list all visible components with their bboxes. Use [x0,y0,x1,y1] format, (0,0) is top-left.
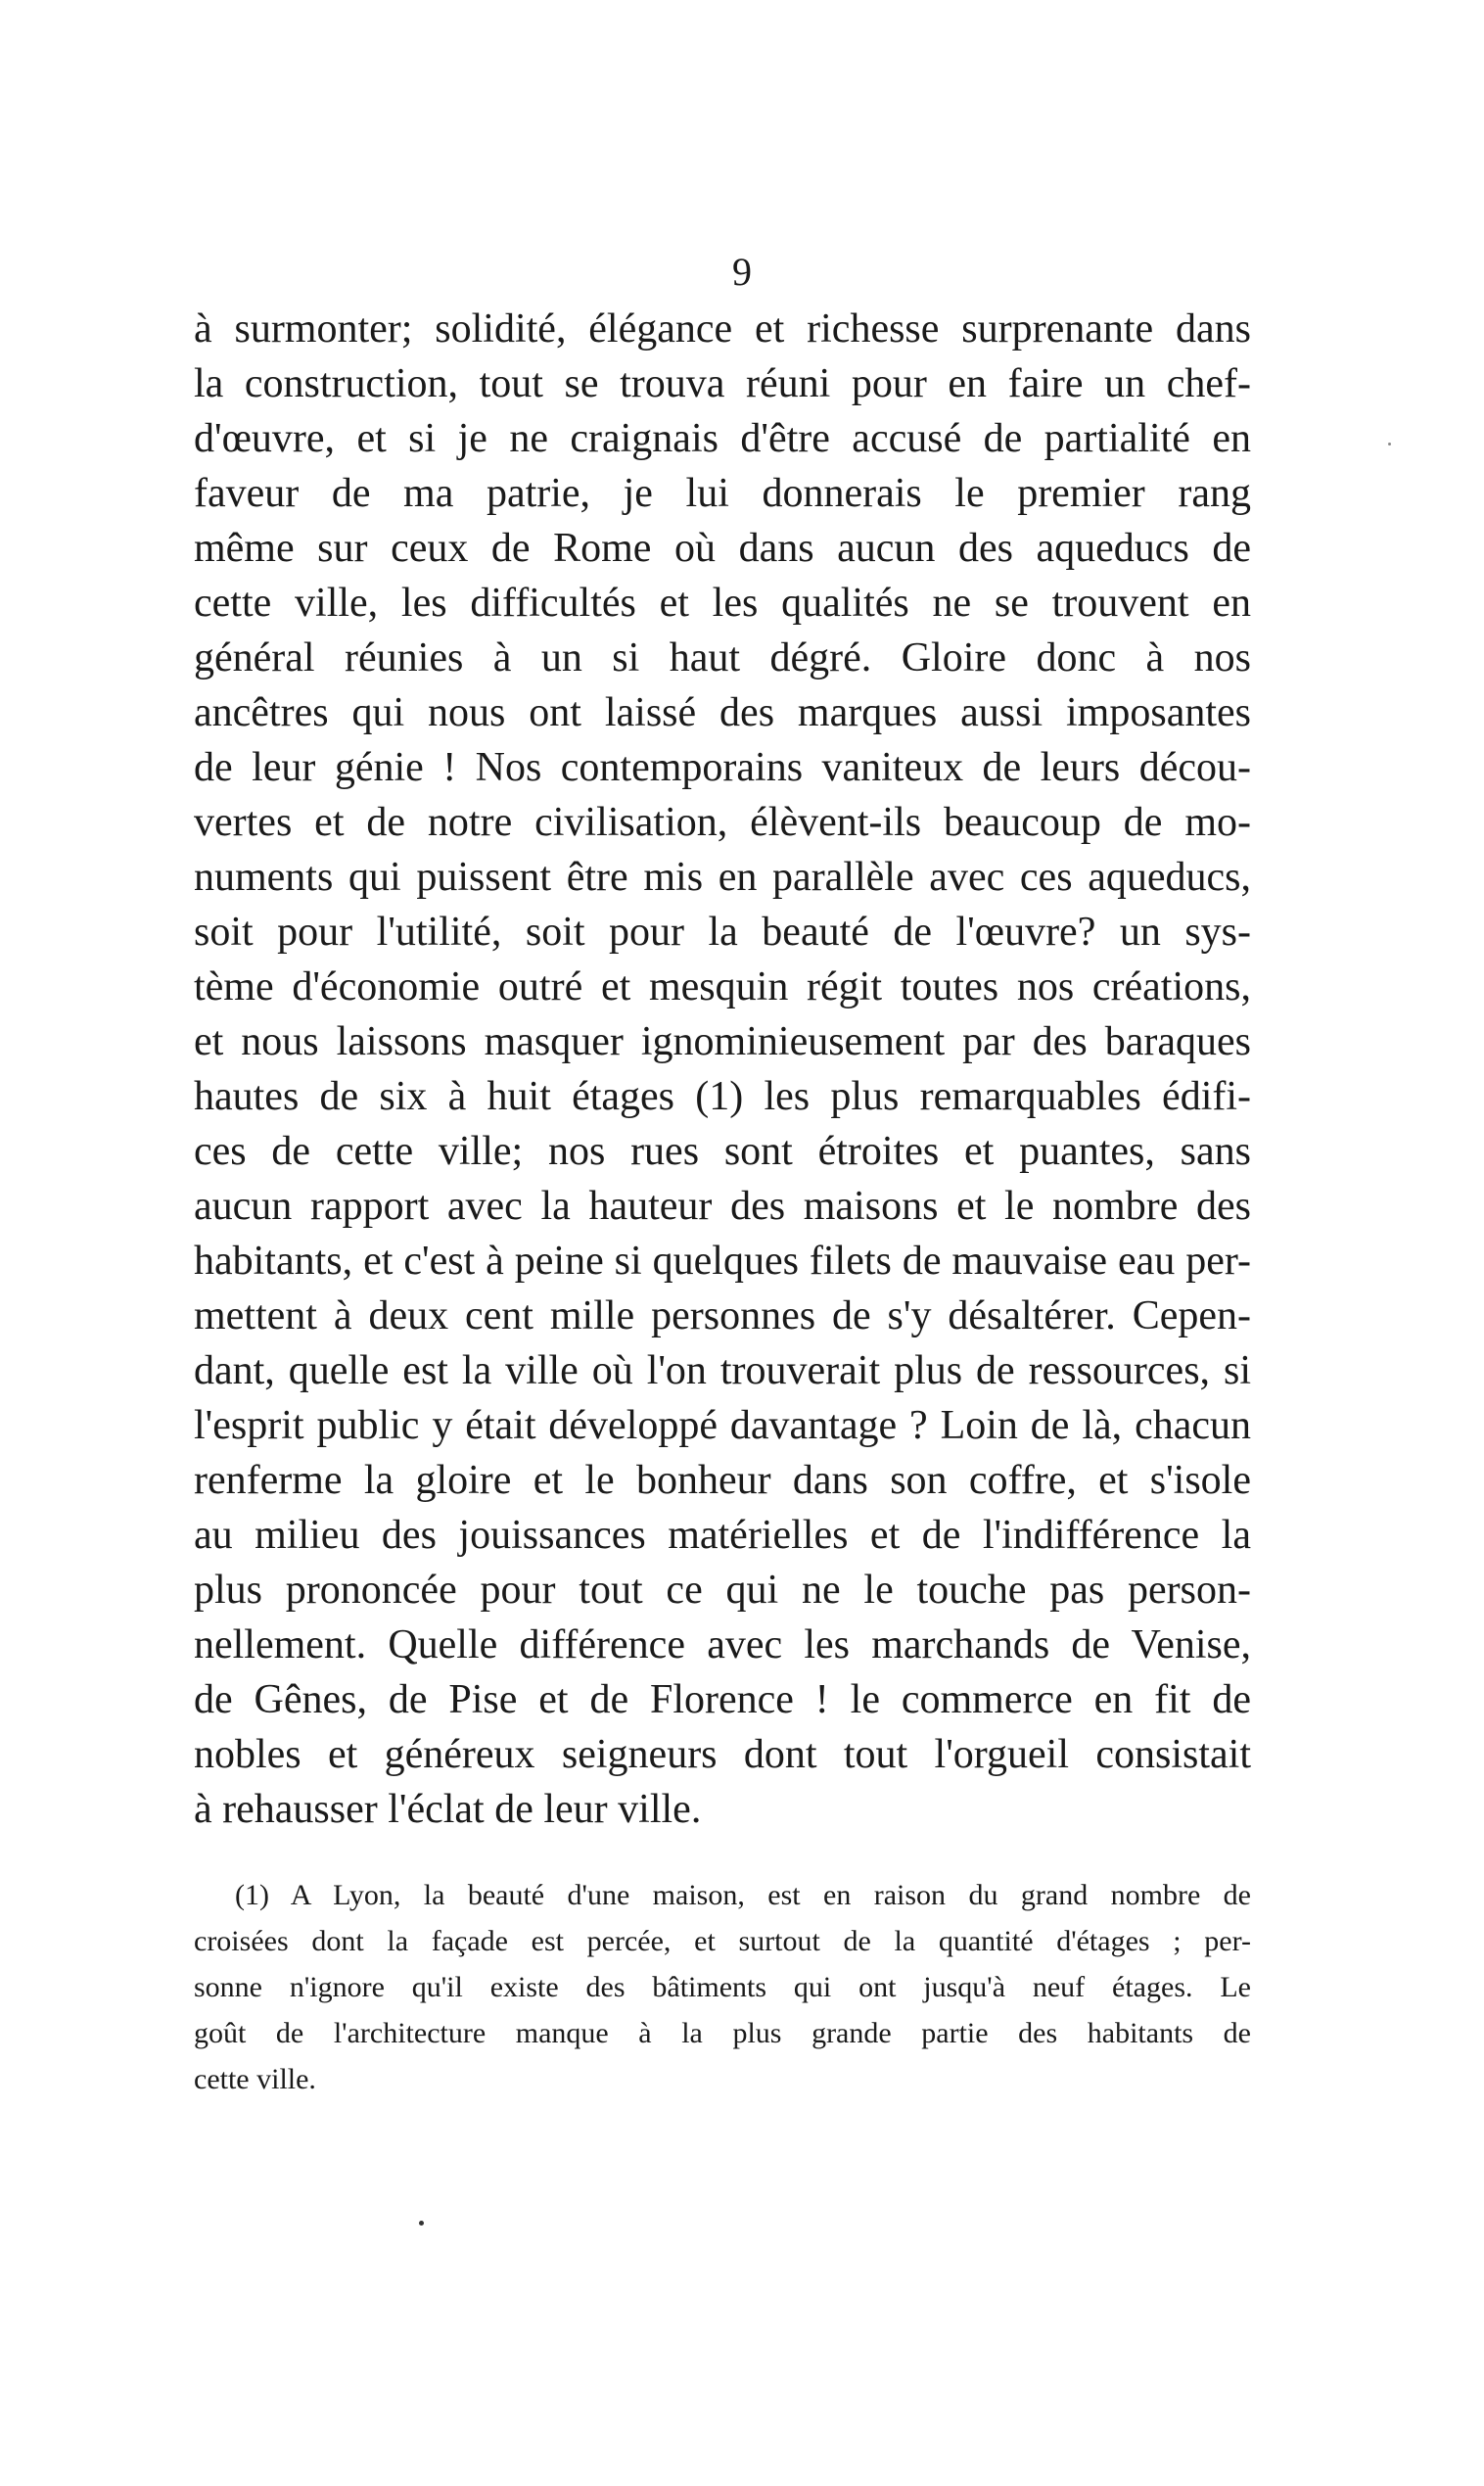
body-line: au milieu des jouissances matérielles et de l'indifférence la [194,1513,1251,1558]
body-line: tème d'économie outré et mesquin régit toutes nos créations, [194,964,1251,1009]
body-line: nobles et généreux seigneurs dont tout l'orgueil consistait [194,1732,1251,1777]
body-line: d'œuvre, et si je ne craignais d'être accusé de partialité en [194,416,1251,461]
body-line: plus prononcée pour tout ce qui ne le touche pas person- [194,1568,1251,1613]
ink-speck [419,2221,424,2226]
body-line: à surmonter; solidité, élégance et richesse surprenante dans [194,306,1251,352]
body-line: faveur de ma patrie, je lui donnerais le premier rang [194,471,1251,516]
body-line: la construction, tout se trouva réuni pour en faire un chef- [194,361,1251,406]
body-line: et nous laissons masquer ignominieusement par des baraques [194,1019,1251,1064]
body-line: hautes de six à huit étages (1) les plus remarquables édifi- [194,1074,1251,1119]
body-line: nellement. Quelle différence avec les marchands de Venise, [194,1622,1251,1667]
ink-speck [1388,443,1391,446]
footnote-line: goût de l'architecture manque à la plus grande partie des habitants de [194,2017,1251,2049]
body-line: cette ville, les difficultés et les qualités ne se trouvent en [194,581,1251,626]
body-line: même sur ceux de Rome où dans aucun des aqueducs de [194,526,1251,571]
body-line: mettent à deux cent mille personnes de s'y désaltérer. Cepen- [194,1293,1251,1338]
body-line: aucun rapport avec la hauteur des maisons et le nombre des [194,1184,1251,1229]
footnote [194,1872,1251,2102]
body-text [194,302,1251,1837]
body-line: l'esprit public y était développé davantage ? Loin de là, chacun [194,1403,1251,1448]
page-number: 9 [732,250,752,294]
body-line: général réunies à un si haut dégré. Gloire donc à nos [194,635,1251,680]
footnote-line-last: cette ville. [194,2063,316,2095]
body-line: dant, quelle est la ville où l'on trouverait plus de ressources, si [194,1348,1251,1393]
body-line: ces de cette ville; nos rues sont étroites et puantes, sans [194,1129,1251,1174]
body-line-last: à rehausser l'éclat de leur ville. [194,1787,702,1832]
body-line: de Gênes, de Pise et de Florence ! le commerce en fit de [194,1677,1251,1722]
footnote-line: sonne n'ignore qu'il existe des bâtiments qui ont jusqu'à neuf étages. Le [194,1971,1251,2003]
body-line: vertes et de notre civilisation, élèvent-ils beaucoup de mo- [194,800,1251,845]
body-line: numents qui puissent être mis en parallèle avec ces aqueducs, [194,855,1251,900]
body-line: de leur génie ! Nos contemporains vaniteux de leurs décou- [194,745,1251,790]
footnote-line: (1) A Lyon, la beauté d'une maison, est en raison du grand nombre de [235,1879,1251,1911]
footnote-line: croisées dont la façade est percée, et surtout de la quantité d'étages ; per- [194,1925,1251,1957]
body-line: habitants, et c'est à peine si quelques filets de mauvaise eau per- [194,1239,1251,1284]
body-line: renferme la gloire et le bonheur dans son coffre, et s'isole [194,1458,1251,1503]
body-line: ancêtres qui nous ont laissé des marques aussi imposantes [194,690,1251,735]
body-line: soit pour l'utilité, soit pour la beauté de l'œuvre? un sys- [194,910,1251,955]
